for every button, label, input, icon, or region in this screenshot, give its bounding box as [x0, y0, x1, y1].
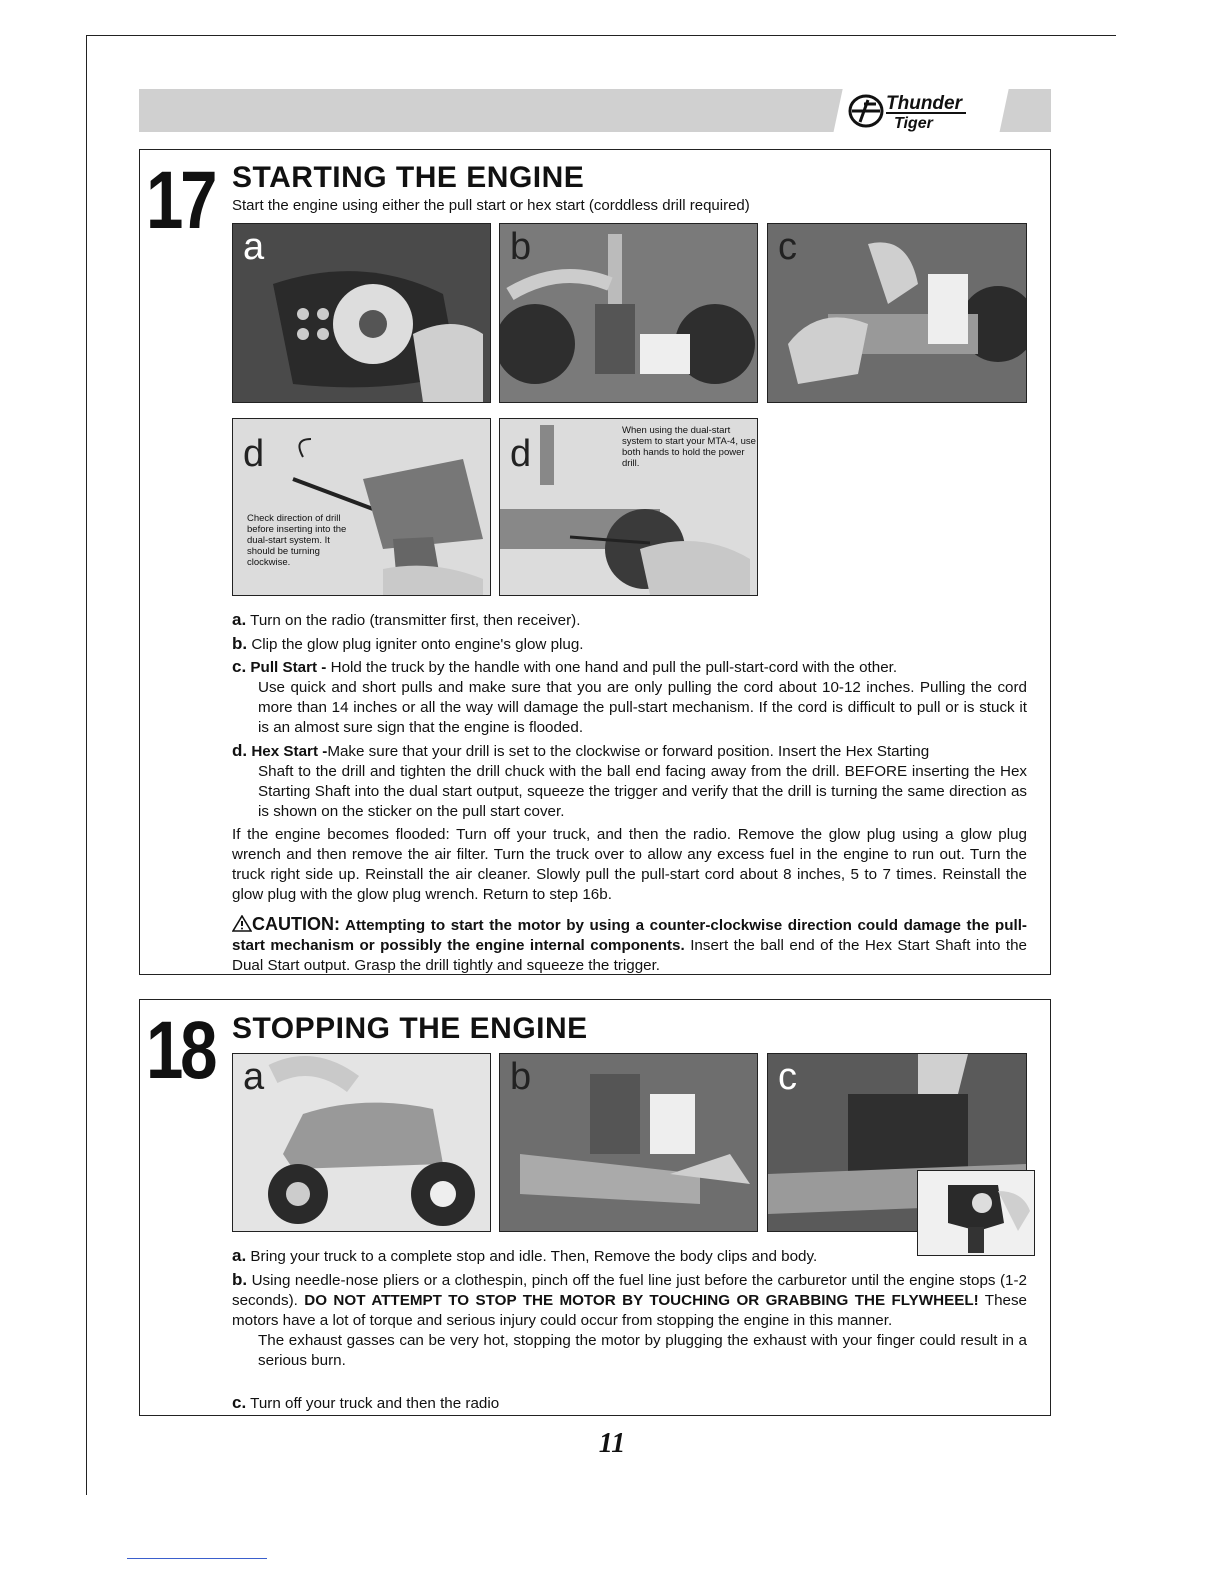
step-number-17: 17 [146, 155, 215, 246]
photo-17d-dual-note: When using the dual-start system to start your MTA-4, use both hands to hold the power drill. [622, 425, 756, 469]
bottom-rule [127, 1558, 267, 1559]
photo-17b-glow-igniter [499, 223, 758, 403]
photo-17c-pull-start [767, 223, 1027, 403]
step-17b: b. Clip the glow plug igniter onto engine's glow plug. [232, 634, 584, 653]
step-18a: a. Bring your truck to a complete stop and idle. Then, Remove the body clips and body. [232, 1246, 818, 1265]
step-18c: c. Turn off your truck and then the radio [232, 1393, 500, 1412]
photo-18a-truck-body [232, 1053, 491, 1232]
page-number: 11 [598, 1428, 626, 1459]
flooded-instructions: If the engine becomes flooded: Turn off your truck, and then the radio. Remove the glow plug using a glow plug wrench and then remove the air filter. Turn the truck over to allow any excess fuel in the engine to run out. Turn the truck right side up. Reinstall the air cleaner. Slowly pull the pull-start cord about 8 inches, 5 to 7 times. Reinstall the glow plug with the glow plug wrench. Return to step 16b. [232, 826, 1027, 903]
section-17-title: STARTING THE ENGINE [232, 161, 585, 194]
photo-label: c [778, 1056, 797, 1098]
photo-label: d [510, 433, 532, 475]
photo-label: c [778, 226, 797, 268]
photo-17d-drill [232, 418, 491, 596]
step-number-18: 18 [146, 1005, 215, 1096]
photo-label: a [243, 1056, 265, 1098]
caution-paragraph: CAUTION: Attempting to start the motor by using a counter-clockwise direction could damage the pull-start mechanism or possibly the engine internal components. Insert the ball end of the Hex Start Shaft into the Dual Start output. Grasp the drill tightly and squeeze the trigger. [232, 914, 1027, 974]
photo-18b-pinch-fuel [499, 1053, 758, 1232]
page-frame-left [86, 35, 87, 1495]
step-18b: b. Using needle-nose pliers or a clothespin, pinch off the fuel line just before the carburetor until the engine stops (1-2 seconds). DO NOT ATTEMPT TO STOP THE MOTOR BY TOUCHING OR GRABBING THE FLYWHEEL! These motors have a lot of torque and serious injury could occur from stopping the engine in this manner. The exhaust gasses can be very hot, stopping the motor by plugging the exhaust with your finger could result in a serious burn. [232, 1270, 1028, 1369]
logo-text-tiger: Tiger [894, 115, 933, 132]
step-17c: c. Pull Start - Hold the truck by the handle with one hand and pull the pull-start-cord with the other. Use quick and short pulls and make sure that you are only pulling the cord about 10-12 inches. Pulling the cord more than 14 inches or all the way will damage the pull-start mechanism. If the cord is difficult to pull or is stuck it is an almost sure sign that the engine is flooded. [232, 657, 1027, 736]
photo-label: b [510, 1056, 532, 1098]
thunder-tiger-logo [846, 90, 996, 132]
photo-18c-transmitter-inset [917, 1170, 1035, 1256]
photo-label: d [243, 433, 265, 475]
photo-17d-dual-start [499, 418, 758, 596]
section-17-subtitle: Start the engine using either the pull start or hex start (corddless drill required) [232, 197, 750, 214]
page-frame-top [86, 35, 1116, 36]
photo-17d-note: Check direction of drill before inserting into the dual-start system. It should be turning clockwise. [247, 513, 347, 568]
section-18-title: STOPPING THE ENGINE [232, 1012, 588, 1045]
step-17d: d. Hex Start -Make sure that your drill is set to the clockwise or forward position. Insert the Hex Starting Shaft to the drill and tighten the drill chuck with the ball end facing away from the drill. BEFORE inserting the Hex Starting Shaft into the dual start output, squeeze the trigger and verify that the drill is turning the same direction as is shown on the sticker on the pull start cover. [232, 741, 1027, 820]
logo-text-thunder: Thunder [886, 93, 962, 114]
photo-label: a [243, 226, 265, 268]
photo-label: b [510, 226, 532, 268]
photo-17a-transmitter [232, 223, 491, 403]
caution-icon [232, 915, 252, 932]
step-17a: a. Turn on the radio (transmitter first, then receiver). [232, 610, 581, 629]
